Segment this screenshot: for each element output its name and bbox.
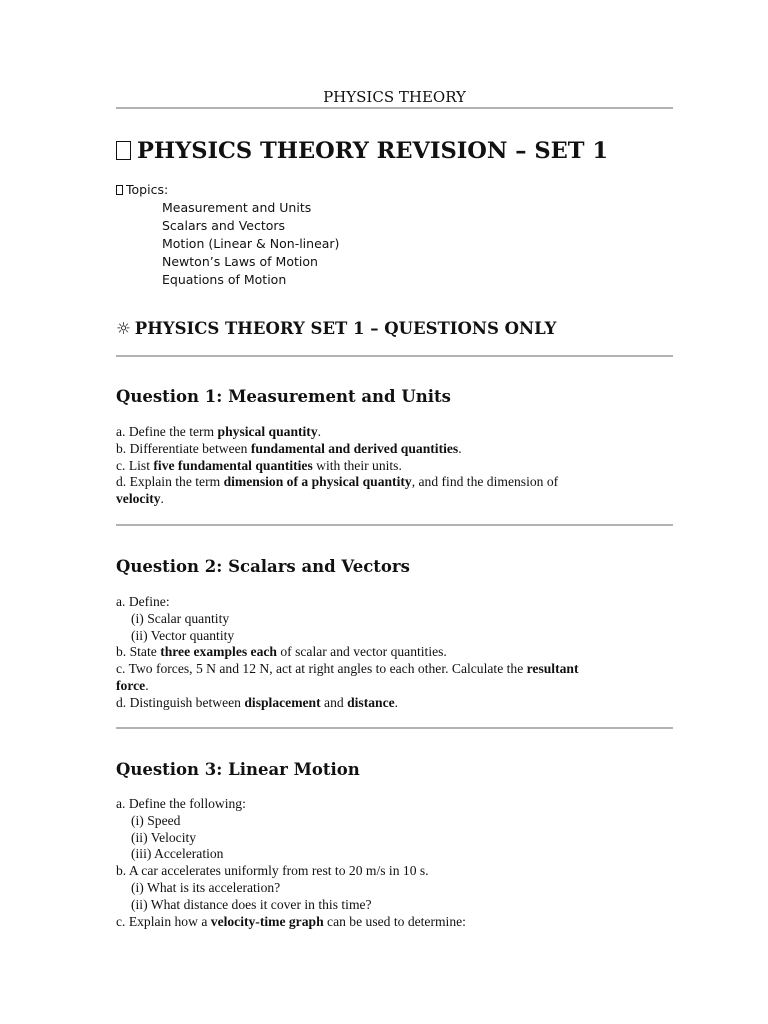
question-1-divider <box>116 524 673 526</box>
question-1-d: d. Explain the term dimension of a physical quantity, and find the dimension of <box>116 474 559 490</box>
question-2-b: b. State three examples each of scalar and vector quantities. <box>116 644 447 660</box>
topics-label: Topics: <box>126 182 169 197</box>
running-header: PHYSICS THEORY <box>323 88 466 106</box>
question-3-c: c. Explain how a velocity-time graph can be used to determine: <box>116 913 466 929</box>
document-icon <box>116 141 131 160</box>
question-1-b: b. Differentiate between fundamental and derived quantities. <box>116 440 462 456</box>
question-1-a: a. Define the term physical quantity. <box>116 424 322 439</box>
question-2-d: d. Distinguish between displacement and distance. <box>116 694 399 710</box>
topic-item: Equations of Motion <box>162 272 287 287</box>
topics-block <box>116 181 339 289</box>
question-3-b: b. A car accelerates uniformly from rest to 20 m/s in 10 s. <box>116 863 429 879</box>
topic-item: Newton’s Laws of Motion <box>162 254 318 269</box>
topic-item: Scalars and Vectors <box>162 218 286 233</box>
question-3-a-ii: (ii) Velocity <box>131 829 197 845</box>
question-2-a: a. Define: <box>116 594 170 609</box>
question-1-c: c. List five fundamental quantities with their units. <box>116 457 402 473</box>
question-2-divider <box>116 727 673 729</box>
question-3-body <box>116 796 673 930</box>
topic-item: Motion (Linear & Non-linear) <box>162 236 340 251</box>
section-heading-text: PHYSICS THEORY SET 1 – QUESTIONS ONLY <box>134 319 557 338</box>
question-2-c-cont: force. <box>116 677 149 693</box>
question-3-b-i: (i) What is its acceleration? <box>131 879 281 895</box>
question-2-title: Question 2: Scalars and Vectors <box>116 557 410 576</box>
section-heading <box>116 318 556 340</box>
section-divider <box>116 355 673 357</box>
question-3-a-iii: (iii) Acceleration <box>131 846 224 862</box>
question-3-a: a. Define the following: <box>116 796 246 811</box>
page-title <box>116 136 608 166</box>
question-2-c: c. Two forces, 5 N and 12 N, act at right angles to each other. Calculate the resultant <box>116 661 579 677</box>
question-1-title: Question 1: Measurement and Units <box>116 387 451 406</box>
topics-heading <box>116 181 339 199</box>
question-3-title: Question 3: Linear Motion <box>116 760 360 779</box>
question-2-a-ii: (ii) Vector quantity <box>131 627 235 643</box>
question-1-body <box>116 424 673 508</box>
question-2-a-i: (i) Scalar quantity <box>131 610 230 626</box>
question-3-b-ii: (ii) What distance does it cover in this time? <box>131 896 372 912</box>
page-title-text: PHYSICS THEORY REVISION – SET 1 <box>137 138 608 164</box>
question-1-d-cont: velocity. <box>116 491 164 507</box>
topic-item: Measurement and Units <box>162 200 312 215</box>
gear-icon: ☼ <box>116 319 131 338</box>
question-3-a-i: (i) Speed <box>131 812 181 828</box>
header-divider <box>116 107 673 109</box>
book-icon <box>116 185 123 195</box>
question-2-body <box>116 594 673 712</box>
